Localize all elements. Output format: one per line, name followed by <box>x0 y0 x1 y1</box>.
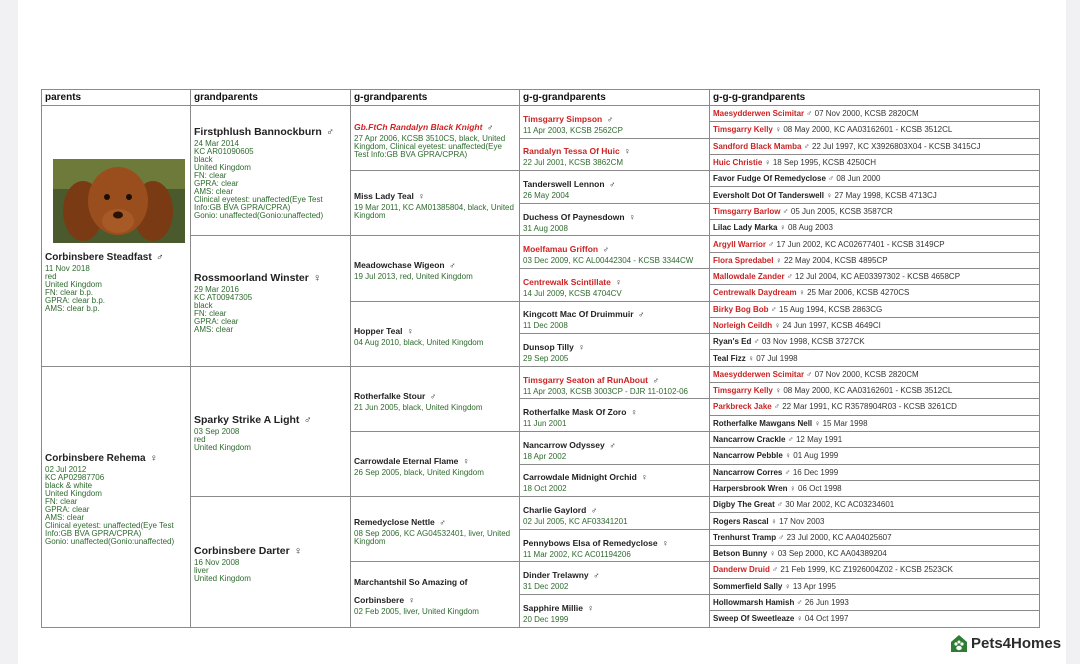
sex-symbol: ♀ <box>826 190 833 200</box>
dog-details: 21 Feb 1999, KC Z1926004Z02 - KCSB 2523CK <box>780 565 953 575</box>
dog-name[interactable]: Mallowdale Zander <box>713 272 785 282</box>
brand-name: Pets4Homes <box>971 634 1062 652</box>
sex-symbol: ♂ <box>637 309 645 320</box>
pedigree-cell <box>710 415 1040 431</box>
dog-name[interactable]: Marchantshil So Amazing of Corbinsbere <box>354 577 468 606</box>
dog-name[interactable]: Hopper Teal <box>354 325 403 336</box>
pedigree-cell <box>710 562 1040 578</box>
dog-name[interactable]: Rotherfalke Stour <box>354 390 426 401</box>
dog-details: 13 Apr 1995 <box>792 581 836 591</box>
dog-details: 22 Jul 2001, KCSB 3862CM <box>523 158 624 168</box>
pedigree-cell <box>710 334 1040 350</box>
dog-details: 08 May 2000, KC AA03162601 - KCSB 3512CL <box>783 386 953 396</box>
dog-name[interactable]: Parkbreck Jake <box>713 402 772 412</box>
pedigree-cell <box>710 268 1040 284</box>
dog-details: 16 Nov 2008 liver United Kingdom <box>194 557 251 583</box>
sex-symbol: ♂ <box>606 113 614 124</box>
dog-details: 17 Nov 2003 <box>779 516 825 526</box>
paw-house-icon <box>950 633 968 653</box>
sex-symbol: ♀ <box>775 255 782 265</box>
dog-name[interactable]: Maesydderwen Scimitar <box>713 109 805 119</box>
pedigree-cell <box>520 138 710 171</box>
pedigree-cell <box>351 171 520 236</box>
pedigree-cell <box>191 497 351 627</box>
dog-details: 11 Apr 2003, KCSB 3003CP - DJR 11-0102-06 <box>523 386 688 396</box>
dog-details: 22 Jul 1997, KC X3926803X04 - KCSB 3415CJ <box>811 141 981 151</box>
pedigree-cell <box>191 106 351 236</box>
header-grandparents: grandparents <box>191 90 351 106</box>
sex-symbol: ♀ <box>775 386 782 396</box>
dog-details: 22 Mar 1991, KC R3578904R03 - KCSB 3261CD <box>782 402 957 412</box>
dog-name[interactable]: Miss Lady Teal <box>354 191 414 202</box>
sex-symbol: ♂ <box>439 517 446 528</box>
dog-details: 07 Nov 2000, KCSB 2820CM <box>814 109 919 119</box>
dog-name[interactable]: Randalyn Tessa Of Huic <box>523 146 620 157</box>
dog-name[interactable]: Lilac Lady Marka <box>713 223 778 233</box>
dog-details: 12 May 1991 <box>795 435 843 445</box>
dog-details: 02 Jul 2012 KC AP02987706 black & white United Kingdom FN: clear GPRA: clear AMS: clear Clinical eyetest: unaffected(Eye Test Info:GB BVA GPRA/CPRA) Gonio: unaffected(Gonio:unaffected) <box>45 464 175 546</box>
pedigree-cell <box>520 106 710 139</box>
sex-symbol: ♂ <box>652 374 659 385</box>
pedigree-cell <box>710 513 1040 529</box>
dog-details: 31 Dec 2002 <box>523 582 569 592</box>
dog-name[interactable]: Carrowdale Midnight Orchid <box>523 472 637 483</box>
sex-symbol: ♀ <box>662 537 669 548</box>
pedigree-cell <box>520 464 710 497</box>
pedigree-cell <box>710 220 1040 236</box>
dog-name[interactable]: Timsgarry Kelly <box>713 386 773 396</box>
pedigree-cell <box>520 366 710 399</box>
dog-name[interactable]: Dinder Trelawny <box>523 570 589 581</box>
dog-name[interactable]: Centrewalk Daydream <box>713 288 797 298</box>
header-g-grandparents: g-grandparents <box>351 90 520 106</box>
sex-symbol: ♀ <box>624 146 631 157</box>
pedigree-cell <box>710 448 1040 464</box>
dog-details: 25 Mar 2006, KCSB 4270CS <box>807 288 910 298</box>
pedigree-cell <box>710 187 1040 203</box>
pedigree-cell <box>520 334 710 367</box>
sex-symbol: ♂ <box>772 565 779 575</box>
dog-name[interactable]: Huic Christie <box>713 158 763 168</box>
dog-details: 24 Mar 2014 KC AR01090605 black United Kingdom FN: clear GPRA: clear AMS: clear Clinical eyetest: unaffected(Eye Test Info:GB BVA GPRA/CPRA) Gonio: unaffected(Gonio:unaffected) <box>194 138 324 220</box>
dog-name[interactable]: Duchess Of Paynesdown <box>523 211 625 222</box>
pedigree-cell <box>520 171 710 204</box>
sex-symbol: ♀ <box>641 472 648 483</box>
dog-details: 08 Aug 2003 <box>787 223 833 233</box>
sex-symbol: ♂ <box>777 500 784 510</box>
dog-name[interactable]: Argyll Warrior <box>713 239 767 249</box>
sex-symbol: ♂ <box>486 122 494 133</box>
sex-symbol: ♂ <box>753 337 760 347</box>
dog-name[interactable]: Digby The Great <box>713 500 775 510</box>
sex-symbol: ♂ <box>773 402 780 412</box>
dog-name[interactable]: Kingcott Mac Of Druimmuir <box>523 309 634 320</box>
pedigree-cell <box>520 529 710 562</box>
dog-name[interactable]: Timsgarry Simpson <box>523 113 603 124</box>
pedigree-cell <box>710 154 1040 170</box>
dog-photo <box>53 159 185 243</box>
sex-symbol: ♀ <box>789 483 796 493</box>
sex-symbol: ♀ <box>796 614 803 624</box>
sex-symbol: ♂ <box>590 504 598 515</box>
dog-name[interactable]: Gb.FtCh Randalyn Black Knight <box>354 122 483 133</box>
pedigree-cell <box>710 529 1040 545</box>
header-row <box>42 90 1040 106</box>
dog-name[interactable]: Betson Bunny <box>713 549 768 559</box>
pedigree-cell <box>710 464 1040 480</box>
sex-symbol: ♂ <box>593 570 600 581</box>
dog-details: 18 Oct 2002 <box>523 484 567 494</box>
dog-details: 18 Apr 2002 <box>523 451 567 461</box>
sex-symbol: ♂ <box>449 260 456 271</box>
dog-name[interactable]: Nancarrow Odyssey <box>523 439 605 450</box>
header-g-g-grandparents: g-g-grandparents <box>520 90 710 106</box>
dog-name[interactable]: Danderw Druid <box>713 565 770 575</box>
sex-symbol: ♀ <box>769 549 776 559</box>
dog-name[interactable]: Norleigh Ceildh <box>713 321 773 330</box>
dog-details: 27 May 1998, KCSB 4713CJ <box>834 190 937 200</box>
dog-details: 23 Jul 2000, KC AA04025607 <box>786 532 892 542</box>
sex-symbol: ♀ <box>418 191 425 202</box>
dog-name[interactable]: Timsgarry Seaton af RunAbout <box>523 374 648 385</box>
dog-details: 11 Apr 2003, KCSB 2562CP <box>523 125 623 135</box>
pedigree-cell <box>710 252 1040 268</box>
dog-details: 15 Mar 1998 <box>822 418 868 428</box>
table-row <box>42 236 1040 252</box>
sex-symbol: ♂ <box>806 369 813 379</box>
dog-name[interactable]: Favor Fudge Of Remedyclose <box>713 174 826 184</box>
pedigree-cell <box>42 366 191 627</box>
dog-name[interactable]: Teal Fizz <box>713 353 746 363</box>
dog-details: 04 Aug 2010, black, United Kingdom <box>354 337 484 347</box>
dog-details: 24 Jun 1997, KCSB 4649CI <box>782 321 881 330</box>
sex-symbol: ♂ <box>784 467 791 477</box>
sex-symbol: ♀ <box>798 288 805 298</box>
pedigree-cell <box>191 236 351 366</box>
dog-details: 26 Sep 2005, black, United Kingdom <box>354 468 484 478</box>
pedigree-cell <box>520 594 710 627</box>
dog-name[interactable]: Meadowchase Wigeon <box>354 260 445 271</box>
pedigree-cell <box>520 236 710 269</box>
dog-name[interactable]: Harpersbrook Wren <box>713 483 788 493</box>
sex-symbol: ♂ <box>786 272 793 282</box>
sex-symbol: ♀ <box>408 595 415 606</box>
dog-name[interactable]: Firstphlush Bannockburn <box>194 125 322 138</box>
dog-details: 07 Jul 1998 <box>756 353 798 363</box>
dog-details: 19 Mar 2011, KC AM01385804, black, United Kingdom <box>354 203 514 221</box>
sex-symbol: ♂ <box>768 239 775 249</box>
pedigree-cell <box>710 171 1040 187</box>
dog-details: 02 Feb 2005, liver, United Kingdom <box>354 607 479 617</box>
dog-name[interactable]: Corbinsbere Darter <box>194 544 290 557</box>
sex-symbol: ♂ <box>787 435 794 445</box>
dog-details: 01 Aug 1999 <box>793 451 839 461</box>
sex-symbol: ♀ <box>406 325 414 336</box>
pedigree-cell <box>710 203 1040 219</box>
dog-details: 27 Apr 2006, KCSB 3510CS, black, United Kingdom, Clinical eyetest: unaffected(Eye Test Info:GB BVA GPRA/CPRA) <box>354 134 506 160</box>
sex-symbol: ♂ <box>778 532 785 542</box>
sex-symbol: ♂ <box>782 206 789 216</box>
dog-name[interactable]: Timsgarry Barlow <box>713 206 781 216</box>
pedigree-cell <box>351 106 520 171</box>
sex-symbol: ♀ <box>764 158 771 168</box>
dog-name[interactable]: Maesydderwen Scimitar <box>713 369 805 379</box>
pedigree-cell <box>710 399 1040 415</box>
dog-details: 21 Jun 2005, black, United Kingdom <box>354 402 483 412</box>
dog-name[interactable]: Sommerfield Sally <box>713 581 783 591</box>
dog-details: 08 Sep 2006, KC AG04532401, liver, United Kingdom <box>354 529 511 547</box>
dog-details: 03 Sep 2000, KC AA04389204 <box>777 549 887 559</box>
dog-details: 11 Dec 2008 <box>523 321 568 331</box>
dog-name[interactable]: Tanderswell Lennon <box>523 178 605 189</box>
dog-name[interactable]: Pennybows Elsa of Remedyclose <box>523 537 658 548</box>
dog-name[interactable]: Trenhurst Tramp <box>713 532 777 542</box>
pedigree-cell <box>710 366 1040 382</box>
dog-details: 03 Sep 2008 red United Kingdom <box>194 427 251 453</box>
pedigree-cell <box>710 122 1040 138</box>
sex-symbol: ♂ <box>770 304 777 314</box>
pedigree-cell <box>710 285 1040 301</box>
dog-name[interactable]: Rotherfalke Mask Of Zoro <box>523 407 627 418</box>
dog-name[interactable]: Corbinsbere Rehema <box>45 452 146 464</box>
pedigree-cell <box>351 562 520 627</box>
pedigree-cell <box>710 106 1040 122</box>
sex-symbol: ♀ <box>294 544 303 557</box>
sex-symbol: ♀ <box>462 456 470 467</box>
dog-name[interactable]: Nancarrow Pebble <box>713 451 783 461</box>
pedigree-cell <box>710 431 1040 447</box>
dog-details: 19 Jul 2013, red, United Kingdom <box>354 272 473 282</box>
pedigree-cell <box>351 497 520 562</box>
table-row <box>42 106 1040 122</box>
dog-name[interactable]: Eversholt Dot Of Tanderswell <box>713 190 824 200</box>
dog-name[interactable]: Dunsop Tilly <box>523 341 574 352</box>
dog-details: 29 Mar 2016 KC AT00947305 black FN: clear GPRA: clear AMS: clear <box>194 285 253 335</box>
pedigree-cell <box>520 431 710 464</box>
dog-name[interactable]: Nancarrow Crackle <box>713 435 786 445</box>
sex-symbol: ♂ <box>803 141 810 151</box>
sex-symbol: ♀ <box>784 581 791 591</box>
dog-details: 06 Oct 1998 <box>798 483 842 493</box>
pedigree-cell <box>710 383 1040 399</box>
header-g-g-g-grandparents: g-g-g-grandparents <box>710 90 1040 106</box>
dog-details: 02 Jul 2005, KC AF03341201 <box>523 516 628 526</box>
dog-details: 26 Jun 1993 <box>804 598 849 608</box>
pedigree-cell <box>710 611 1040 627</box>
dog-name[interactable]: Flora Spredabel <box>713 255 774 265</box>
table-row <box>42 366 1040 382</box>
sex-symbol: ♀ <box>313 272 322 285</box>
dog-name[interactable]: Rossmoorland Winster <box>194 272 309 285</box>
pedigree-cell <box>710 546 1040 562</box>
dog-name[interactable]: Corbinsbere Steadfast <box>45 251 152 263</box>
pedigree-cell <box>351 301 520 366</box>
pedigree-cell <box>520 203 710 236</box>
sex-symbol: ♂ <box>806 109 813 119</box>
sex-symbol: ♀ <box>774 321 781 330</box>
dog-details: 04 Oct 1997 <box>804 614 849 624</box>
pets4homes-logo <box>950 632 1061 654</box>
sex-symbol: ♀ <box>779 223 786 233</box>
dog-details: 12 Jul 2004, KC AE03397302 - KCSB 4658CP <box>795 272 961 282</box>
sex-symbol: ♀ <box>150 452 158 464</box>
sex-symbol: ♂ <box>156 251 164 263</box>
pedigree-cell <box>520 399 710 432</box>
sex-symbol: ♀ <box>629 211 636 222</box>
sex-symbol: ♂ <box>602 244 609 255</box>
dog-details: 20 Dec 1999 <box>523 614 569 624</box>
sex-symbol: ♂ <box>429 390 437 401</box>
sex-symbol: ♂ <box>609 439 616 450</box>
dog-details: 22 May 2004, KCSB 4895CP <box>783 255 888 265</box>
pedigree-cell <box>351 236 520 301</box>
pedigree-cell <box>520 268 710 301</box>
dog-details: 26 May 2004 <box>523 190 570 200</box>
dog-details: 18 Sep 1995, KCSB 4250CH <box>772 158 876 168</box>
pedigree-cell <box>42 106 191 367</box>
dog-name[interactable]: Rotherfalke Mawgans Nell <box>713 418 813 428</box>
dog-details: 29 Sep 2005 <box>523 353 569 363</box>
dog-name[interactable]: Nancarrow Corres <box>713 467 783 477</box>
dog-details: 08 Jun 2000 <box>836 174 881 184</box>
dog-details: 05 Jun 2005, KCSB 3587CR <box>790 206 893 216</box>
sex-symbol: ♀ <box>630 407 638 418</box>
dog-name[interactable]: Sandford Black Mamba <box>713 141 802 151</box>
pedigree-cell <box>520 497 710 530</box>
sex-symbol: ♂ <box>796 598 803 608</box>
dog-details: 08 May 2000, KC AA03162601 - KCSB 3512CL <box>783 125 953 135</box>
pedigree-cell <box>710 350 1040 366</box>
dog-details: 15 Aug 1994, KCSB 2863CG <box>779 304 883 314</box>
dog-name[interactable]: Sparky Strike A Light <box>194 414 300 427</box>
pedigree-cell <box>710 236 1040 252</box>
pedigree-cell <box>710 301 1040 317</box>
sex-symbol: ♂ <box>303 414 312 427</box>
sex-symbol: ♀ <box>587 602 594 613</box>
pedigree-cell <box>351 366 520 431</box>
sex-symbol: ♀ <box>578 341 585 352</box>
header-parents: parents <box>42 90 191 106</box>
dog-name[interactable]: Centrewalk Scintillate <box>523 276 611 287</box>
dog-name[interactable]: Ryan's Ed <box>713 337 752 347</box>
dog-name[interactable]: Moelfamau Griffon <box>523 244 599 255</box>
dog-details: 31 Aug 2008 <box>523 223 568 233</box>
pedigree-cell <box>710 578 1040 594</box>
sex-symbol: ♀ <box>785 451 792 461</box>
sex-symbol: ♂ <box>609 178 616 189</box>
dog-name[interactable]: Birky Bog Bob <box>713 304 769 314</box>
sex-symbol: ♀ <box>814 418 821 428</box>
pedigree-cell <box>710 497 1040 513</box>
sex-symbol: ♂ <box>326 125 335 138</box>
dog-details: 17 Jun 2002, KC AC02677401 - KCSB 3149CP <box>776 239 945 249</box>
pedigree-cell <box>520 562 710 595</box>
dog-details: 11 Jun 2001 <box>523 419 567 429</box>
dog-details: 07 Nov 2000, KCSB 2820CM <box>814 369 919 379</box>
pedigree-cell <box>520 301 710 334</box>
pedigree-cell <box>710 480 1040 496</box>
table-row <box>42 497 1040 513</box>
dog-name[interactable]: Charlie Gaylord <box>523 504 587 515</box>
dog-details: 03 Nov 1998, KCSB 3727CK <box>761 337 865 347</box>
dog-details: 16 Dec 1999 <box>792 467 839 477</box>
dog-details: 30 Mar 2002, KC AC03234601 <box>785 500 895 510</box>
dog-details: 11 Mar 2002, KC AC01194206 <box>523 549 631 559</box>
dog-name[interactable]: Timsgarry Kelly <box>713 125 773 135</box>
sex-symbol: ♀ <box>615 276 622 287</box>
sex-symbol: ♀ <box>747 353 754 363</box>
dog-name[interactable]: Sapphire Millie <box>523 602 583 613</box>
dog-name[interactable]: Carrowdale Eternal Flame <box>354 456 459 467</box>
dog-name[interactable]: Sweep Of Sweetleaze <box>713 614 795 624</box>
dog-details: 14 Jul 2009, KCSB 4704CV <box>523 288 622 298</box>
dog-details: 03 Dec 2009, KC AL00442304 - KCSB 3344CW <box>523 256 694 266</box>
sex-symbol: ♀ <box>770 516 777 526</box>
dog-name[interactable]: Hollowmarsh Hamish <box>713 598 795 608</box>
dog-details: 11 Nov 2018 red United Kingdom FN: clear b.p. GPRA: clear b.p. AMS: clear b.p. <box>45 263 106 313</box>
dog-name[interactable]: Remedyclose Nettle <box>354 517 435 528</box>
pedigree-table <box>41 89 1040 628</box>
pedigree-cell <box>191 366 351 496</box>
pedigree-cell <box>710 138 1040 154</box>
dog-name[interactable]: Rogers Rascal <box>713 516 769 526</box>
sex-symbol: ♂ <box>828 174 835 184</box>
pedigree-cell <box>710 317 1040 333</box>
pedigree-cell <box>351 431 520 496</box>
sex-symbol: ♀ <box>775 125 782 135</box>
pedigree-cell <box>710 594 1040 610</box>
